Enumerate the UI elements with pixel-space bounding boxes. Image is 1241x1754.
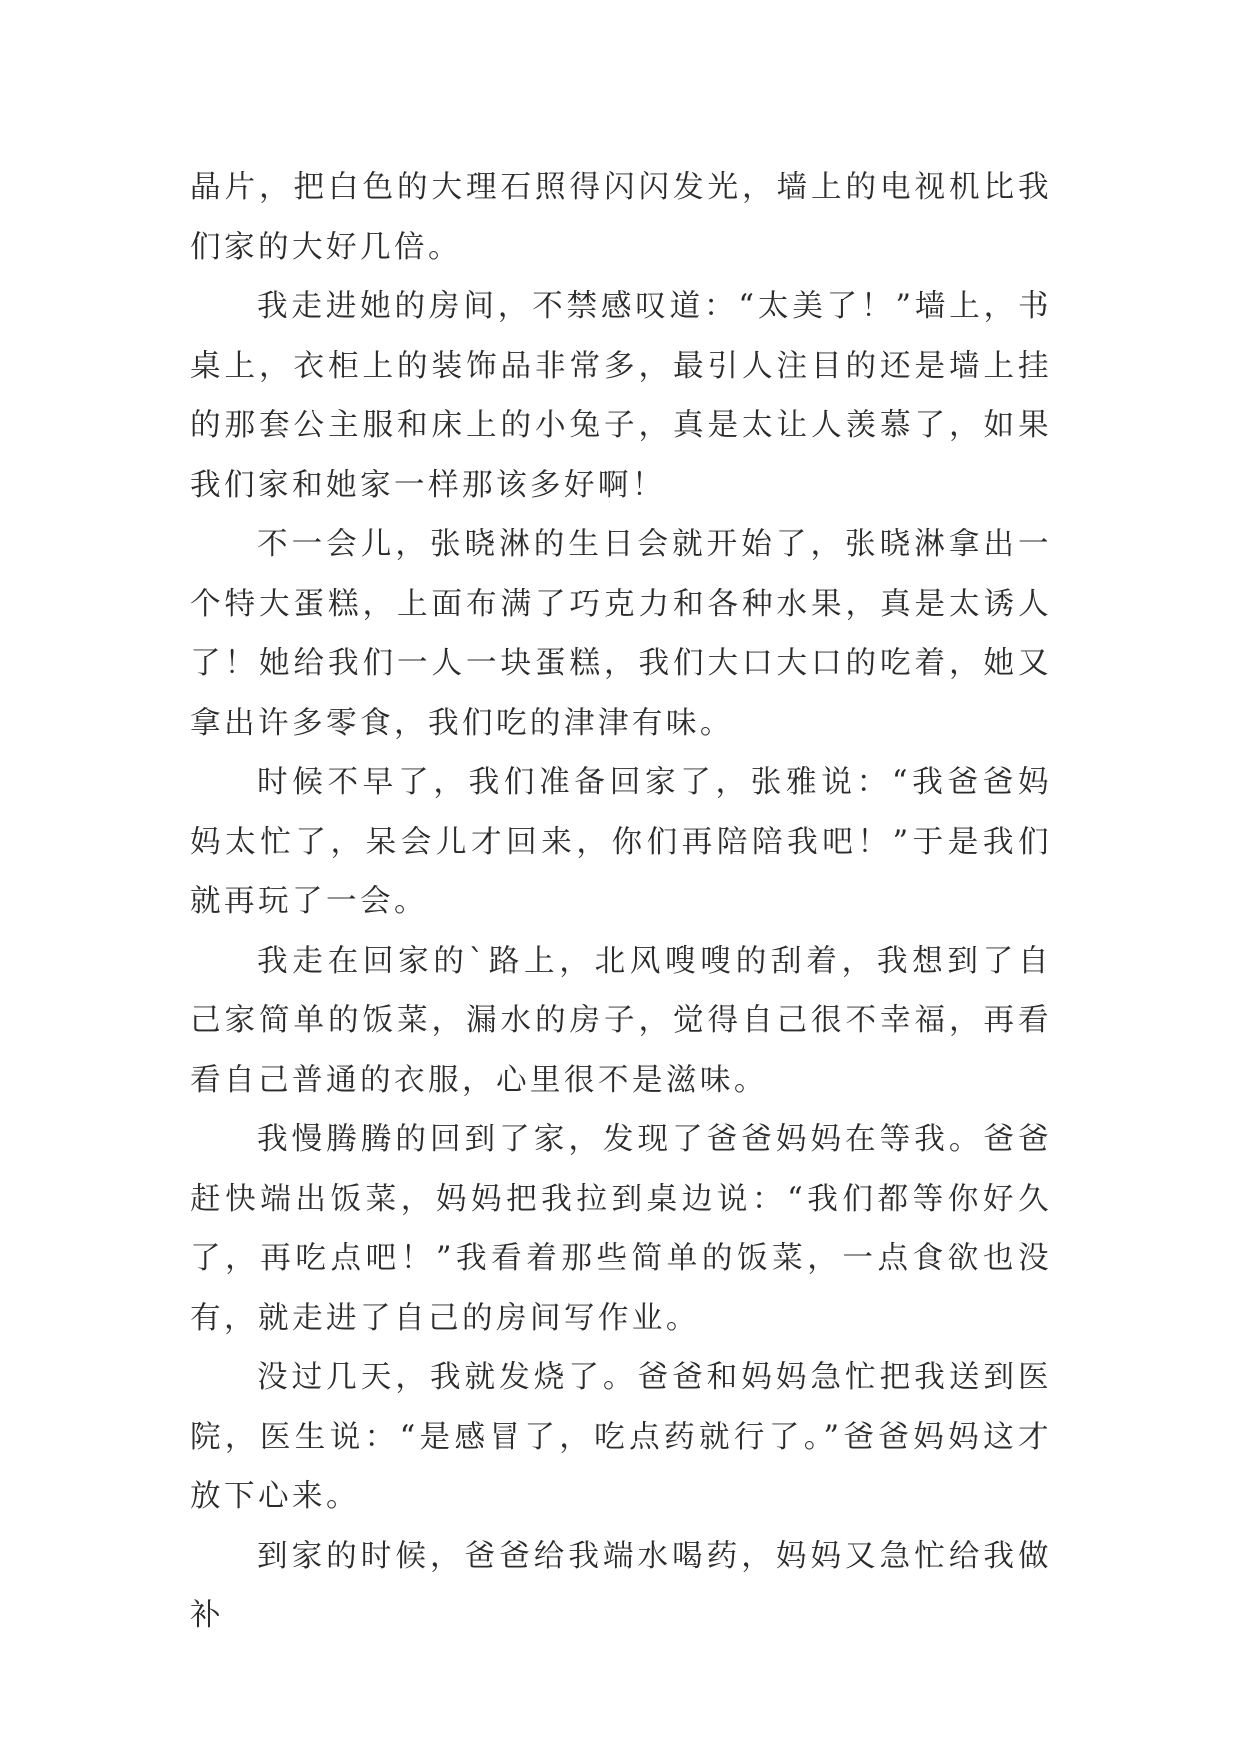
- paragraph: 时候不早了，我们准备回家了，张雅说：“我爸爸妈妈太忙了，呆会儿才回来，你们再陪陪我吧！”于是我们就再玩了一会。: [190, 765, 1052, 919]
- paragraph: 到家的时候，爸爸给我端水喝药，妈妈又急忙给我做补: [190, 1538, 1052, 1633]
- paragraph: 我慢腾腾的回到了家，发现了爸爸妈妈在等我。爸爸赶快端出饭菜，妈妈把我拉到桌边说：“我们都等你好久了，再吃点吧！”我看着那些简单的饭菜，一点食欲也没有，就走进了自己的房间写作业。: [190, 1122, 1052, 1336]
- paragraph: 没过几天，我就发烧了。爸爸和妈妈急忙把我送到医院，医生说：“是感冒了，吃点药就行了。”爸爸妈妈这才放下心来。: [190, 1360, 1052, 1514]
- paragraph: 不一会儿，张晓淋的生日会就开始了，张晓淋拿出一个特大蛋糕，上面布满了巧克力和各种水果，真是太诱人了！她给我们一人一块蛋糕，我们大口大口的吃着，她又拿出许多零食，我们吃的津津有味。: [190, 527, 1052, 741]
- document-page: [190, 158, 1052, 1646]
- paragraph: 我走在回家的`路上，北风嗖嗖的刮着，我想到了自己家简单的饭菜，漏水的房子，觉得自己很不幸福，再看看自己普通的衣服，心里很不是滋味。: [190, 943, 1052, 1098]
- paragraph: 晶片，把白色的大理石照得闪闪发光，墙上的电视机比我们家的大好几倍。: [190, 170, 1052, 265]
- paragraph: 我走进她的房间，不禁感叹道：“太美了！”墙上，书桌上，衣柜上的装饰品非常多，最引人注目的还是墙上挂的那套公主服和床上的小兔子，真是太让人羡慕了，如果我们家和她家一样那该多好啊！: [190, 289, 1052, 503]
